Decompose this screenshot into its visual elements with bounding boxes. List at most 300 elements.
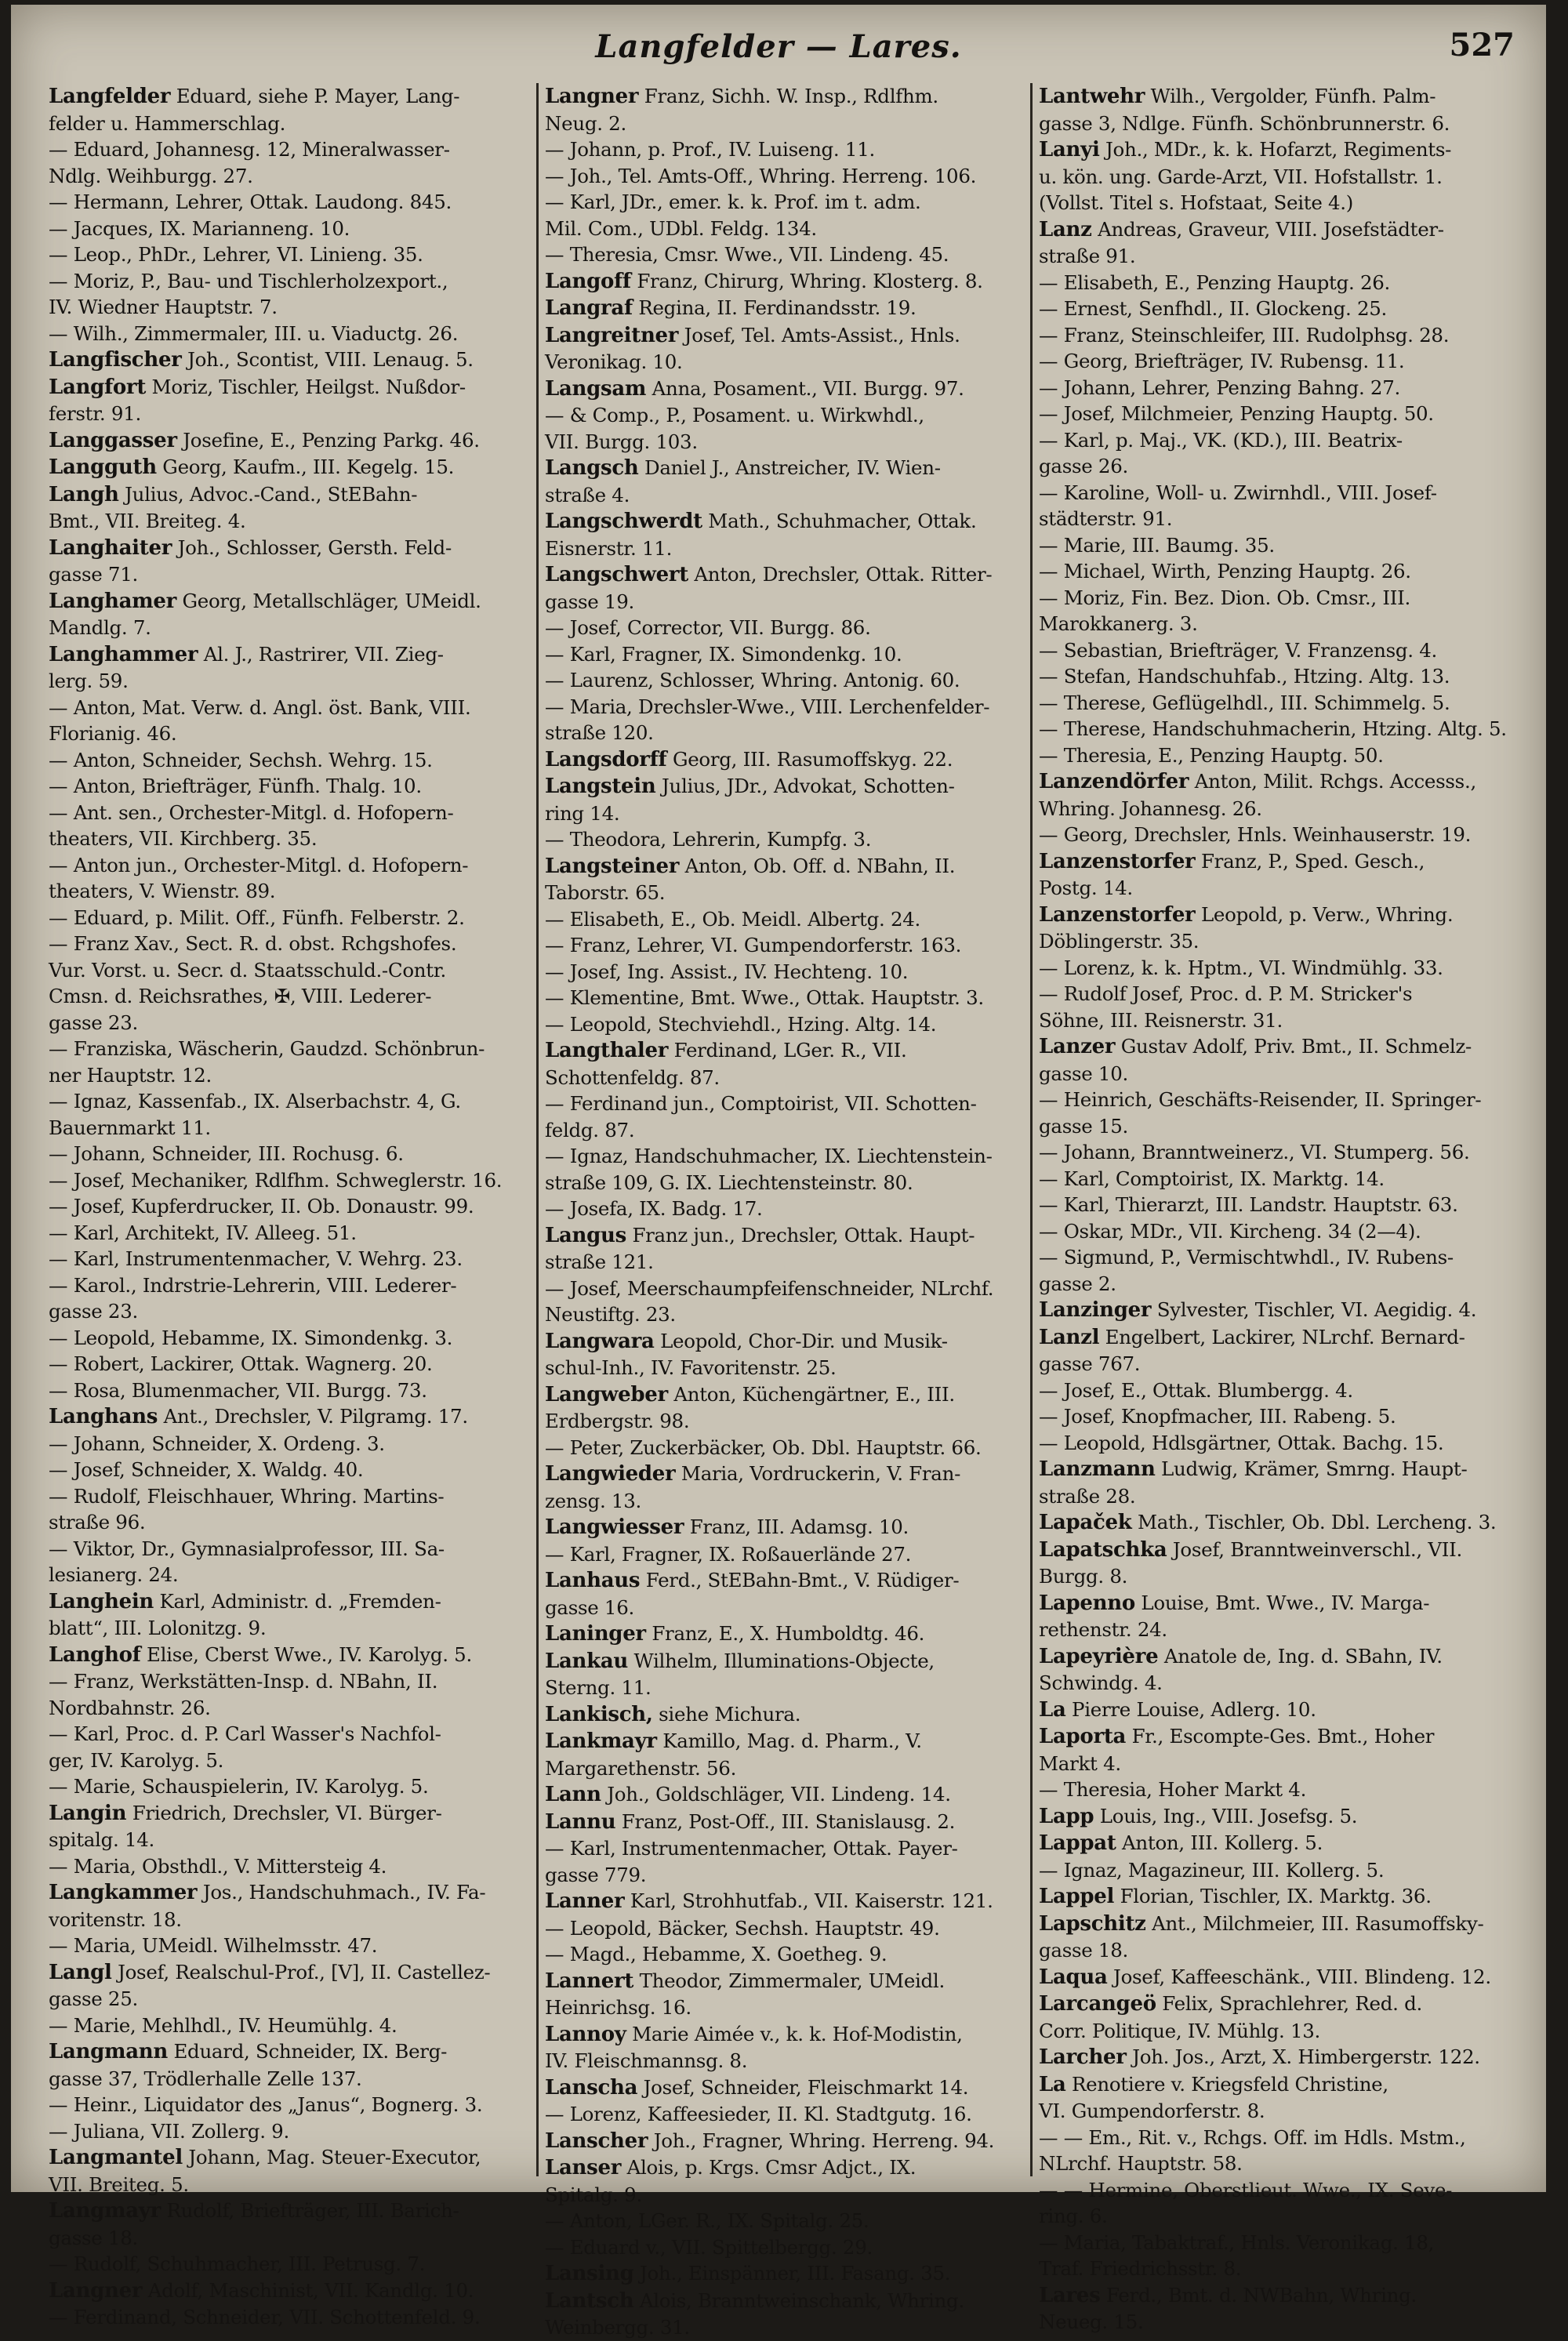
entry-headword: Langsam <box>545 376 647 401</box>
directory-entry-line: Langhof Elise, Cberst Wwe., IV. Karolyg. 5. <box>49 1642 472 1667</box>
directory-entry-line: Lares Ferd., Bmt. d. NWBahn, Whring. <box>1039 2283 1417 2307</box>
directory-entry-line: — Leopold, Bäcker, Sechsh. Hauptstr. 49. <box>545 1916 940 1940</box>
directory-entry-line: Lanner Karl, Strohhutfab., VII. Kaiserstr. 121. <box>545 1889 993 1913</box>
entry-headword: La <box>1039 1697 1066 1722</box>
entry-headword: Langstein <box>545 775 656 798</box>
directory-entry-line: Schwindg. 4. <box>1039 1671 1163 1694</box>
directory-entry-line: — Karl, Instrumentenmacher, Ottak. Payer- <box>545 1837 958 1860</box>
directory-entry-line: Neueg. 15. <box>1039 2310 1144 2333</box>
entry-headword: Lanscher <box>545 2129 648 2153</box>
directory-entry-line: Lanzmann Ludwig, Krämer, Smrng. Haupt- <box>1039 1457 1468 1481</box>
directory-entry-line: — Karl, Instrumentenmacher, V. Wehrg. 23. <box>49 1247 463 1270</box>
directory-entry-line: (Vollst. Titel s. Hofstaat, Seite 4.) <box>1039 191 1354 214</box>
directory-entry-line: Lappel Florian, Tischler, IX. Marktg. 36. <box>1039 1885 1432 1908</box>
directory-page <box>11 5 1546 2339</box>
entry-headword: Langhein <box>49 1589 154 1613</box>
entry-headword: Lanzer <box>1039 1035 1116 1058</box>
directory-entry-line: — Josef, Mechaniker, Rdlfhm. Schweglerstr. 16. <box>49 1168 503 1192</box>
directory-entry-line: — Karl, Thierarzt, III. Landstr. Hauptstr. 63. <box>1039 1193 1458 1216</box>
entry-headword: Langweber <box>545 1382 668 1406</box>
entry-headword: Lannoy <box>545 2022 626 2046</box>
directory-entry-line: — Theresia, Cmsr. Wwe., VII. Lindeng. 45. <box>545 243 949 266</box>
directory-entry-line: ger, IV. Karolyg. 5. <box>49 1748 224 1772</box>
directory-entry-line: Erdbergstr. 98. <box>545 1410 690 1432</box>
entry-headword: Lanzl <box>1039 1325 1100 1349</box>
directory-entry-line: Veronikag. 10. <box>545 350 683 373</box>
directory-entry-line: Postg. 14. <box>1039 877 1133 899</box>
directory-entry-line: gasse 37, Trödlerhalle Zelle 137. <box>49 2067 362 2090</box>
directory-entry-line: zensg. 13. <box>545 1489 641 1512</box>
entry-headword: Lann <box>545 1783 601 1806</box>
directory-entry-line: — Josef, Ing. Assist., IV. Hechteng. 10. <box>545 960 909 983</box>
directory-entry-line: gasse 23. <box>49 1011 138 1034</box>
entry-headword: Langhaiter <box>49 535 172 560</box>
directory-entry-line: Langhamer Georg, Metallschläger, UMeidl. <box>49 589 481 613</box>
directory-entry-line: Lanzendörfer Anton, Milit. Rchgs. Accesss., <box>1039 770 1476 793</box>
directory-entry-line: — Anton, Schneider, Sechsh. Wehrg. 15. <box>49 748 433 771</box>
directory-entry-line: IV. Wiedner Hauptstr. 7. <box>49 296 278 318</box>
entry-headword: Langh <box>49 482 119 506</box>
directory-columns <box>42 83 1526 2339</box>
entry-headword: Langl <box>49 1960 112 1984</box>
directory-entry-line: städterstr. 91. <box>1039 507 1173 530</box>
entry-headword: Laninger <box>545 1622 646 1646</box>
directory-entry-line: gasse 10. <box>1039 1062 1128 1085</box>
entry-headword: Langmantel <box>49 2146 183 2169</box>
directory-entry-line: — & Comp., P., Posament. u. Wirkwhdl., <box>545 404 924 426</box>
directory-entry-line: theaters, V. Wienstr. 89. <box>49 880 276 902</box>
directory-entry-line: Corr. Politique, IV. Mühlg. 13. <box>1039 2019 1321 2042</box>
directory-entry-line: — Ant. sen., Orchester-Mitgl. d. Hofopern- <box>49 800 454 824</box>
directory-entry-line: — Therese, Handschuhmacherin, Htzing. Altg. 5. <box>1039 717 1507 740</box>
directory-entry-line: — Elisabeth, E., Penzing Hauptg. 26. <box>1039 270 1391 294</box>
directory-entry-line: Eisnerstr. 11. <box>545 536 673 560</box>
directory-entry-line: Mandlg. 7. <box>49 616 151 639</box>
directory-entry-line: — Johann, Lehrer, Penzing Bahng. 27. <box>1039 376 1400 399</box>
entry-headword: Lapatschka <box>1039 1537 1167 1562</box>
directory-entry-line: VII. Burgg. 103. <box>545 430 698 453</box>
directory-entry-line: Lanyi Joh., MDr., k. k. Hofarzt, Regiments- <box>1039 138 1452 162</box>
directory-entry-line: Lanzl Engelbert, Lackirer, NLrchf. Bernard- <box>1039 1325 1465 1349</box>
directory-entry-line: Langschwerdt Math., Schuhmacher, Ottak. <box>545 510 977 533</box>
directory-entry-line: rethenstr. 24. <box>1039 1618 1167 1641</box>
directory-entry-line: — Franz, Lehrer, VI. Gumpendorferstr. 163. <box>545 934 962 956</box>
directory-entry-line: Lanser Alois, p. Krgs. Cmsr Adjct., IX. <box>545 2156 916 2179</box>
directory-entry-line: Langin Friedrich, Drechsler, VI. Bürger- <box>49 1801 442 1825</box>
directory-entry-line: — Franziska, Wäscherin, Gaudzd. Schönbrun- <box>49 1037 485 1060</box>
entry-headword: Langfischer <box>49 348 182 372</box>
entry-headword: Larcangeö <box>1039 1992 1156 2016</box>
directory-entry-line: — Josef, Schneider, X. Waldg. 40. <box>49 1458 364 1481</box>
directory-entry-line: — Karl, Fragner, IX. Roßauerlände 27. <box>545 1542 912 1566</box>
directory-entry-line: gasse 71. <box>49 563 138 586</box>
directory-entry-line: lerg. 59. <box>49 670 129 692</box>
directory-entry-line: — Eduard v., VII. Spittelbergg. 29. <box>545 2235 873 2259</box>
directory-entry-line: — Ferdinand, Schneider, VII. Schottenfeld. 9. <box>49 2306 481 2328</box>
entry-headword: Langsteiner <box>545 854 680 878</box>
directory-entry-line: — Moriz, P., Bau- und Tischlerholzexport., <box>49 269 448 292</box>
directory-entry-line: — Karl, Fragner, IX. Simondenkg. 10. <box>545 642 902 666</box>
directory-entry-line: — Franz, Werkstätten-Insp. d. NBahn, II. <box>49 1670 438 1693</box>
entry-headword: Langsdorff <box>545 747 667 771</box>
directory-entry-line: straße 121. <box>545 1250 654 1273</box>
directory-entry-line: straße 109, G. IX. Liechtensteinstr. 80. <box>545 1170 913 1194</box>
directory-entry-line: Langfort Moriz, Tischler, Heilgst. Nußdor- <box>49 375 466 399</box>
directory-entry-line: Langraf Regina, II. Ferdinandsstr. 19. <box>545 296 916 320</box>
directory-entry-line: Spitalg. 9. <box>545 2183 642 2206</box>
directory-entry-line: — Johann, Schneider, X. Ordeng. 3. <box>49 1432 385 1455</box>
directory-entry-line: Larcher Joh. Jos., Arzt, X. Himbergerstr. 122. <box>1039 2045 1480 2069</box>
entry-headword: Lansing <box>545 2262 634 2285</box>
directory-entry-line: Langmantel Johann, Mag. Steuer-Executor, <box>49 2146 481 2169</box>
directory-entry-line: Bauernmarkt 11. <box>49 1116 211 1139</box>
entry-headword: Lanzmann <box>1039 1457 1156 1481</box>
directory-entry-line: Vur. Vorst. u. Secr. d. Staatsschuld.-Contr. <box>49 958 447 982</box>
directory-entry-line: Cmsn. d. Reichsrathes, ✠, VIII. Lederer- <box>49 985 432 1007</box>
directory-entry-line: ring. 6. <box>1039 2205 1108 2227</box>
entry-headword: Lankisch, <box>545 1702 653 1726</box>
directory-entry-line: — Oskar, MDr., VII. Kircheng. 34 (2—4). <box>1039 1219 1421 1243</box>
directory-entry-line: — Maria, Tabaktraf., Hnls. Veronikag. 18, <box>1039 2230 1435 2254</box>
directory-entry-line: VI. Gumpendorferstr. 8. <box>1039 2100 1265 2122</box>
directory-entry-line: — Theodora, Lehrerin, Kumpfg. 3. <box>545 828 872 851</box>
entry-headword: Lanz <box>1039 217 1092 241</box>
directory-entry-line: gasse 25. <box>49 1987 138 2010</box>
directory-entry-line: Langsdorff Georg, III. Rasumoffskyg. 22. <box>545 747 953 771</box>
directory-entry-line: — Josefa, IX. Badg. 17. <box>545 1197 763 1220</box>
directory-entry-line: — Ferdinand jun., Comptoirist, VII. Schotten- <box>545 1092 977 1115</box>
directory-entry-line: Langner Adolf, Maschinist, VII. Kandlg. 10. <box>49 2278 474 2303</box>
entry-headword: Lanyi <box>1039 138 1100 162</box>
directory-entry-line: Langhein Karl, Administr. d. „Fremden- <box>49 1589 441 1613</box>
entry-headword: Langguth <box>49 455 157 479</box>
entry-headword: Lares <box>1039 2283 1101 2307</box>
entry-headword: Langraf <box>545 296 633 320</box>
directory-entry-line: Lannu Franz, Post-Off., III. Stanislausg. 2. <box>545 1809 956 1834</box>
directory-entry-line: — Stefan, Handschuhfab., Htzing. Altg. 13. <box>1039 665 1450 688</box>
entry-headword: Langsch <box>545 456 639 480</box>
directory-entry-line: Heinrichsg. 16. <box>545 1996 691 2019</box>
directory-entry-line: Neug. 2. <box>545 111 626 135</box>
directory-entry-line: Langfischer Joh., Scontist, VIII. Lenaug. 5. <box>49 348 474 372</box>
directory-entry-line: Langoff Franz, Chirurg, Whring. Klosterg. 8. <box>545 269 983 293</box>
directory-entry-line: Lanhaus Ferd., StEBahn-Bmt., V. Rüdiger- <box>545 1569 960 1592</box>
directory-entry-line: — Maria, Drechsler-Wwe., VIII. Lerchenfelder- <box>545 695 990 718</box>
directory-entry-line: — Johann, p. Prof., IV. Luiseng. 11. <box>545 138 875 161</box>
entry-headword: Lanzinger <box>1039 1298 1152 1322</box>
directory-entry-line: Langhammer Al. J., Rastrirer, VII. Zieg- <box>49 642 444 666</box>
entry-headword: Lapenno <box>1039 1591 1135 1615</box>
directory-entry-line: — Rudolf Josef, Proc. d. P. M. Stricker's <box>1039 982 1413 1005</box>
directory-entry-line: — Klementine, Bmt. Wwe., Ottak. Hauptstr. 3. <box>545 986 984 1009</box>
directory-entry-line: — Leopold, Hebamme, IX. Simondenkg. 3. <box>49 1326 453 1349</box>
directory-entry-line: schul-Inh., IV. Favoritenstr. 25. <box>545 1356 837 1379</box>
entry-headword: Langfort <box>49 375 147 399</box>
directory-entry-line: Langhans Ant., Drechsler, V. Pilgramg. 17. <box>49 1405 468 1428</box>
running-head <box>11 19 1546 74</box>
entry-headword: Langthaler <box>545 1039 669 1062</box>
directory-entry-line: gasse 18. <box>49 2226 138 2249</box>
directory-entry-line: Whring. Johannesg. 26. <box>1039 797 1262 820</box>
directory-entry-line: gasse 16. <box>545 1595 634 1619</box>
directory-entry-line: — Rudolf, Schuhmacher, III. Petrusg. 7. <box>49 2252 426 2275</box>
entry-headword: Langgasser <box>49 428 177 452</box>
directory-entry-line: — Anton, Briefträger, Fünfh. Thalg. 10. <box>49 775 422 797</box>
directory-entry-line: Lanzenstorfer Leopold, p. Verw., Whring. <box>1039 902 1454 927</box>
directory-entry-line: Lanscha Josef, Schneider, Fleischmarkt 14. <box>545 2075 969 2100</box>
directory-entry-line: Langh Julius, Advoc.-Cand., StEBahn- <box>49 482 418 506</box>
directory-entry-line: — Josef, Corrector, VII. Burgg. 86. <box>545 616 871 639</box>
entry-headword: La <box>1039 2072 1066 2096</box>
directory-entry-line: Langsteiner Anton, Ob. Off. d. NBahn, II. <box>545 854 956 878</box>
directory-entry-line: — Johann, Schneider, III. Rochusg. 6. <box>49 1142 404 1165</box>
directory-entry-line: Langmayr Rudolf, Briefträger, III. Barich- <box>49 2199 459 2223</box>
directory-entry-line: — Karl, p. Maj., VK. (KD.), III. Beatrix- <box>1039 428 1403 452</box>
entry-headword: Lapeyrière <box>1039 1644 1159 1668</box>
entry-headword: Lapaček <box>1039 1511 1132 1534</box>
directory-entry-line: — Marie, Mehlhdl., IV. Heumühlg. 4. <box>49 2013 397 2037</box>
directory-entry-line: theaters, VII. Kirchberg. 35. <box>49 827 318 850</box>
entry-headword: Lantsch <box>545 2288 634 2313</box>
directory-entry-line: — Josef, Kupferdrucker, II. Ob. Donaustr. 99. <box>49 1195 474 1218</box>
directory-entry-line: — — Em., Rit. v., Rchgs. Off. im Hdls. Mstm., <box>1039 2125 1466 2149</box>
directory-entry-line: Bmt., VII. Breiteg. 4. <box>49 510 246 532</box>
entry-headword: Langhammer <box>49 642 198 666</box>
entry-headword: Larcher <box>1039 2045 1127 2069</box>
entry-headword: Langreitner <box>545 323 679 347</box>
directory-entry-line: gasse 779. <box>545 1863 647 1886</box>
directory-entry-line: — Lorenz, k. k. Hptm., VI. Windmühlg. 33. <box>1039 956 1443 979</box>
directory-entry-line: Laninger Franz, E., X. Humboldtg. 46. <box>545 1622 925 1646</box>
directory-column-1 <box>42 83 536 2328</box>
entry-headword: Lanzenstorfer <box>1039 849 1196 873</box>
entry-headword: Langhof <box>49 1642 141 1667</box>
directory-entry-line: La Pierre Louise, Adlerg. 10. <box>1039 1697 1316 1722</box>
entry-headword: Lanhaus <box>545 1569 641 1592</box>
entry-headword: Langschwert <box>545 563 688 586</box>
directory-entry-line: Langgasser Josefine, E., Penzing Parkg. 46. <box>49 428 480 452</box>
directory-entry-line: blatt“, III. Lolonitzg. 9. <box>49 1617 267 1639</box>
directory-entry-line: gasse 18. <box>1039 1939 1128 1962</box>
entry-headword: Langmann <box>49 2040 168 2063</box>
directory-entry-line: Lantsch Alois, Branntweinschank, Whring. <box>545 2288 964 2313</box>
entry-headword: Langwiesser <box>545 1515 684 1539</box>
directory-entry-line: u. kön. ung. Garde-Arzt, VII. Hofstallstr. 1. <box>1039 165 1443 188</box>
directory-entry-line: Lantwehr Wilh., Vergolder, Fünfh. Palm- <box>1039 85 1436 108</box>
directory-entry-line: Langkammer Jos., Handschuhmach., IV. Fa- <box>49 1881 486 1904</box>
directory-entry-line: Lankau Wilhelm, Illuminations-Objecte, <box>545 1649 935 1673</box>
entry-headword: Langoff <box>545 269 631 293</box>
directory-entry-line: — Leopold, Hdlsgärtner, Ottak. Bachg. 15. <box>1039 1431 1444 1454</box>
directory-entry-line: Neustiftg. 23. <box>545 1303 676 1326</box>
entry-headword: Lankau <box>545 1649 628 1673</box>
directory-entry-line: gasse 19. <box>545 590 634 613</box>
directory-entry-line: — Ernest, Senfhdl., II. Glockeng. 25. <box>1039 297 1388 320</box>
entry-headword: Langwieder <box>545 1462 676 1486</box>
directory-entry-line: Lanzinger Sylvester, Tischler, VI. Aegidig. 4. <box>1039 1298 1477 1322</box>
directory-entry-line: — Joh., Tel. Amts-Off., Whring. Herreng. 106. <box>545 164 977 187</box>
directory-entry-line: Langmann Eduard, Schneider, IX. Berg- <box>49 2040 448 2063</box>
entry-headword: Lannert <box>545 1969 634 1993</box>
directory-entry-line: Ndlg. Weihburgg. 27. <box>49 164 253 187</box>
entry-headword: Lanner <box>545 1889 625 1913</box>
entry-headword: Langner <box>545 85 639 108</box>
directory-entry-line: — Josef, E., Ottak. Blumbergg. 4. <box>1039 1378 1353 1402</box>
directory-entry-line: — Moriz, Fin. Bez. Dion. Ob. Cmsr., III. <box>1039 586 1411 609</box>
entry-headword: Langus <box>545 1223 626 1247</box>
directory-column-2 <box>536 83 1030 2339</box>
directory-entry-line: straße 96. <box>49 1511 146 1533</box>
directory-entry-line: — Heinr., Liquidator des „Janus“, Bognerg. 3. <box>49 2093 483 2116</box>
directory-entry-line: — Michael, Wirth, Penzing Hauptg. 26. <box>1039 560 1411 583</box>
directory-entry-line: Lanz Andreas, Graveur, VIII. Josefstädter- <box>1039 217 1444 241</box>
directory-entry-line: — Wilh., Zimmermaler, III. u. Viaductg. 26. <box>49 321 459 345</box>
directory-entry-line: — Heinrich, Geschäfts-Reisender, II. Springer- <box>1039 1088 1482 1111</box>
directory-entry-line: — Eduard, Johannesg. 12, Mineralwasser- <box>49 138 450 161</box>
directory-entry-line: — Josef, Milchmeier, Penzing Hauptg. 50. <box>1039 402 1434 425</box>
directory-entry-line: — Johann, Branntweinerz., VI. Stumperg. 56. <box>1039 1141 1470 1163</box>
directory-entry-line: Lansing Joh., Einspänner, III. Fasang. 35. <box>545 2262 951 2285</box>
directory-entry-line: VII. Breiteg. 5. <box>49 2172 189 2196</box>
directory-entry-line: Langl Josef, Realschul-Prof., [V], II. Castellez- <box>49 1960 491 1984</box>
directory-entry-line: Langhaiter Joh., Schlosser, Gersth. Feld- <box>49 535 452 560</box>
page-number: 527 <box>1449 27 1515 64</box>
entry-headword: Langwara <box>545 1329 655 1353</box>
directory-entry-line: Lapp Louis, Ing., VIII. Josefsg. 5. <box>1039 1804 1358 1828</box>
directory-entry-line: — Therese, Geflügelhdl., III. Schimmelg. 5. <box>1039 691 1450 714</box>
directory-entry-line: — Josef, Knopfmacher, III. Rabeng. 5. <box>1039 1405 1396 1428</box>
directory-entry-line: — — Hermine, Oberstlieut. Wwe., IX. Seve- <box>1039 2178 1453 2201</box>
entry-headword: Lappat <box>1039 1831 1116 1855</box>
directory-entry-line: — Magd., Hebamme, X. Goetheg. 9. <box>545 1943 887 1965</box>
directory-entry-line: — Viktor, Dr., Gymnasialprofessor, III. Sa- <box>49 1537 445 1560</box>
entry-headword: Langfelder <box>49 85 171 108</box>
directory-entry-line: Langwiesser Franz, III. Adamsg. 10. <box>545 1515 909 1539</box>
directory-entry-line: ring 14. <box>545 801 620 825</box>
directory-entry-line: Lapenno Louise, Bmt. Wwe., IV. Marga- <box>1039 1591 1430 1615</box>
directory-entry-line: Larcangeö Felix, Sprachlehrer, Red. d. <box>1039 1992 1422 2016</box>
entry-headword: Langin <box>49 1801 127 1825</box>
directory-entry-line: — Georg, Briefträger, IV. Rubensg. 11. <box>1039 350 1405 372</box>
directory-entry-line: Lann Joh., Goldschläger, VII. Lindeng. 14. <box>545 1783 951 1806</box>
directory-entry-line: — Theresia, Hoher Markt 4. <box>1039 1778 1307 1801</box>
entry-headword: Langmayr <box>49 2199 161 2223</box>
directory-entry-line: — Sigmund, P., Vermischtwhdl., IV. Rubens- <box>1039 1246 1454 1268</box>
directory-entry-line: — Eduard, p. Milit. Off., Fünfh. Felberstr. 2. <box>49 906 465 929</box>
directory-entry-line: — Laurenz, Schlosser, Whring. Antonig. 60. <box>545 669 960 691</box>
directory-entry-line: Lankmayr Kamillo, Mag. d. Pharm., V. <box>545 1729 922 1753</box>
entry-headword: Lankmayr <box>545 1729 657 1753</box>
directory-entry-line: Langsam Anna, Posament., VII. Burgg. 97. <box>545 376 964 401</box>
directory-entry-line: — Rosa, Blumenmacher, VII. Burgg. 73. <box>49 1378 427 1402</box>
directory-entry-line: gasse 26. <box>1039 455 1128 477</box>
directory-entry-line: Marokkanerg. 3. <box>1039 612 1198 635</box>
directory-entry-line: — Karol., Indrstrie-Lehrerin, VIII. Lederer- <box>49 1273 457 1297</box>
directory-entry-line: lesianerg. 24. <box>49 1563 179 1586</box>
directory-entry-line: — Anton jun., Orchester-Mitgl. d. Hofopern- <box>49 853 469 877</box>
directory-entry-line: — Franz Xav., Sect. R. d. obst. Rchgshofes. <box>49 932 457 955</box>
directory-entry-line: feldg. 87. <box>545 1118 635 1141</box>
directory-entry-line: — Lorenz, Kaffeesieder, II. Kl. Stadtgutg. 16. <box>545 2103 972 2125</box>
directory-entry-line: Lanscher Joh., Fragner, Whring. Herreng. 94. <box>545 2129 995 2153</box>
directory-entry-line: Langus Franz jun., Drechsler, Ottak. Haupt- <box>545 1223 975 1247</box>
directory-entry-line: — Karl, JDr., emer. k. k. Prof. im t. adm. <box>545 191 921 213</box>
directory-entry-line: voritenstr. 18. <box>49 1907 182 1931</box>
directory-entry-line: Lapatschka Josef, Branntweinverschl., VII. <box>1039 1537 1462 1562</box>
directory-entry-line: — Marie, Schauspielerin, IV. Karolyg. 5. <box>49 1775 429 1798</box>
entry-headword: Langschwerdt <box>545 510 702 533</box>
directory-entry-line: Lappat Anton, III. Kollerg. 5. <box>1039 1831 1323 1855</box>
directory-entry-line: gasse 2. <box>1039 1272 1116 1295</box>
directory-entry-line: gasse 23. <box>49 1300 138 1323</box>
directory-entry-line: Schottenfeldg. 87. <box>545 1065 720 1089</box>
directory-entry-line: — Theresia, E., Penzing Hauptg. 50. <box>1039 743 1384 767</box>
directory-entry-line: Laqua Josef, Kaffeeschänk., VIII. Blindeng. 12. <box>1039 1965 1491 1989</box>
directory-entry-line: — Leop., PhDr., Lehrer, VI. Linieng. 35. <box>49 243 423 266</box>
directory-entry-line: Florianig. 46. <box>49 722 177 745</box>
directory-entry-line: gasse 3, Ndlge. Fünfh. Schönbrunnerstr. 6. <box>1039 111 1450 135</box>
entry-headword: Lanzendörfer <box>1039 770 1189 793</box>
directory-entry-line: Lanzer Gustav Adolf, Priv. Bmt., II. Schmelz- <box>1039 1035 1472 1058</box>
directory-entry-line: — Karl, Proc. d. P. Carl Wasser's Nachfol- <box>49 1722 441 1745</box>
entry-headword: Lappel <box>1039 1885 1115 1908</box>
directory-entry-line: Lannert Theodor, Zimmermaler, UMeidl. <box>545 1969 945 1993</box>
directory-entry-line: — Juliana, VII. Zollerg. 9. <box>49 2119 289 2143</box>
directory-entry-line: Langner Franz, Sichh. W. Insp., Rdlfhm. <box>545 85 938 108</box>
entry-headword: Lapschitz <box>1039 1911 1146 1936</box>
directory-entry-line: — Karl, Comptoirist, IX. Marktg. 14. <box>1039 1167 1385 1190</box>
directory-entry-line: Weinbergg. 31. <box>545 2316 690 2339</box>
directory-entry-line: gasse 15. <box>1039 1114 1128 1138</box>
directory-entry-line: Langschwert Anton, Drechsler, Ottak. Ritter- <box>545 563 993 586</box>
entry-headword: Laporta <box>1039 1725 1127 1748</box>
directory-entry-line: — Leopold, Stechviehdl., Hzing. Altg. 14. <box>545 1012 937 1036</box>
directory-entry-line: Langsch Daniel J., Anstreicher, IV. Wien- <box>545 456 941 480</box>
directory-entry-line: Markt 4. <box>1039 1751 1121 1775</box>
directory-entry-line: Langstein Julius, JDr., Advokat, Schotten- <box>545 775 955 798</box>
directory-entry-line: — Hermann, Lehrer, Ottak. Laudong. 845. <box>49 191 452 213</box>
directory-entry-line: Lapaček Math., Tischler, Ob. Dbl. Lercheng. 3. <box>1039 1511 1497 1534</box>
directory-entry-line: — Josef, Meerschaumpfeifenschneider, NLrchf. <box>545 1276 994 1300</box>
directory-entry-line: — Sebastian, Briefträger, V. Franzensg. 4. <box>1039 638 1438 662</box>
directory-entry-line: Taborstr. 65. <box>545 881 666 904</box>
directory-entry-line: — Karl, Architekt, IV. Alleeg. 51. <box>49 1221 357 1244</box>
directory-entry-line: La Renotiere v. Kriegsfeld Christine, <box>1039 2072 1388 2096</box>
entry-headword: Lantwehr <box>1039 85 1145 108</box>
directory-entry-line: IV. Fleischmannsg. 8. <box>545 2049 748 2072</box>
entry-headword: Langhans <box>49 1405 158 1428</box>
directory-entry-line: — Marie, III. Baumg. 35. <box>1039 533 1275 557</box>
directory-entry-line: Langwara Leopold, Chor-Dir. und Musik- <box>545 1329 948 1353</box>
directory-entry-line: spitalg. 14. <box>49 1828 155 1851</box>
directory-entry-line: gasse 767. <box>1039 1352 1141 1375</box>
directory-entry-line: straße 120. <box>545 721 654 744</box>
directory-entry-line: Nordbahnstr. 26. <box>49 1696 211 1719</box>
directory-entry-line: — Franz, Steinschleifer, III. Rudolphsg. 28. <box>1039 323 1450 347</box>
directory-entry-line: — Ignaz, Handschuhmacher, IX. Liechtenstein- <box>545 1145 993 1167</box>
directory-entry-line: — Anton, Mat. Verw. d. Angl. öst. Bank, VIII. <box>49 695 471 719</box>
directory-entry-line: straße 4. <box>545 483 630 506</box>
directory-entry-line: — Maria, Obsthdl., V. Mittersteig 4. <box>49 1854 387 1878</box>
directory-entry-line: — Ignaz, Magazineur, III. Kollerg. 5. <box>1039 1858 1385 1882</box>
directory-entry-line: Laporta Fr., Escompte-Ges. Bmt., Hoher <box>1039 1725 1435 1748</box>
directory-entry-line: NLrchf. Hauptstr. 58. <box>1039 2152 1243 2175</box>
directory-entry-line: — Georg, Drechsler, Hnls. Weinhauserstr. 19. <box>1039 823 1472 846</box>
directory-entry-line: Döblingerstr. 35. <box>1039 930 1200 953</box>
directory-entry-line: Lapeyrière Anatole de, Ing. d. SBahn, IV. <box>1039 1644 1443 1668</box>
entry-headword: Lanscha <box>545 2075 638 2100</box>
directory-entry-line: — Ignaz, Kassenfab., IX. Alserbachstr. 4, G. <box>49 1090 461 1112</box>
